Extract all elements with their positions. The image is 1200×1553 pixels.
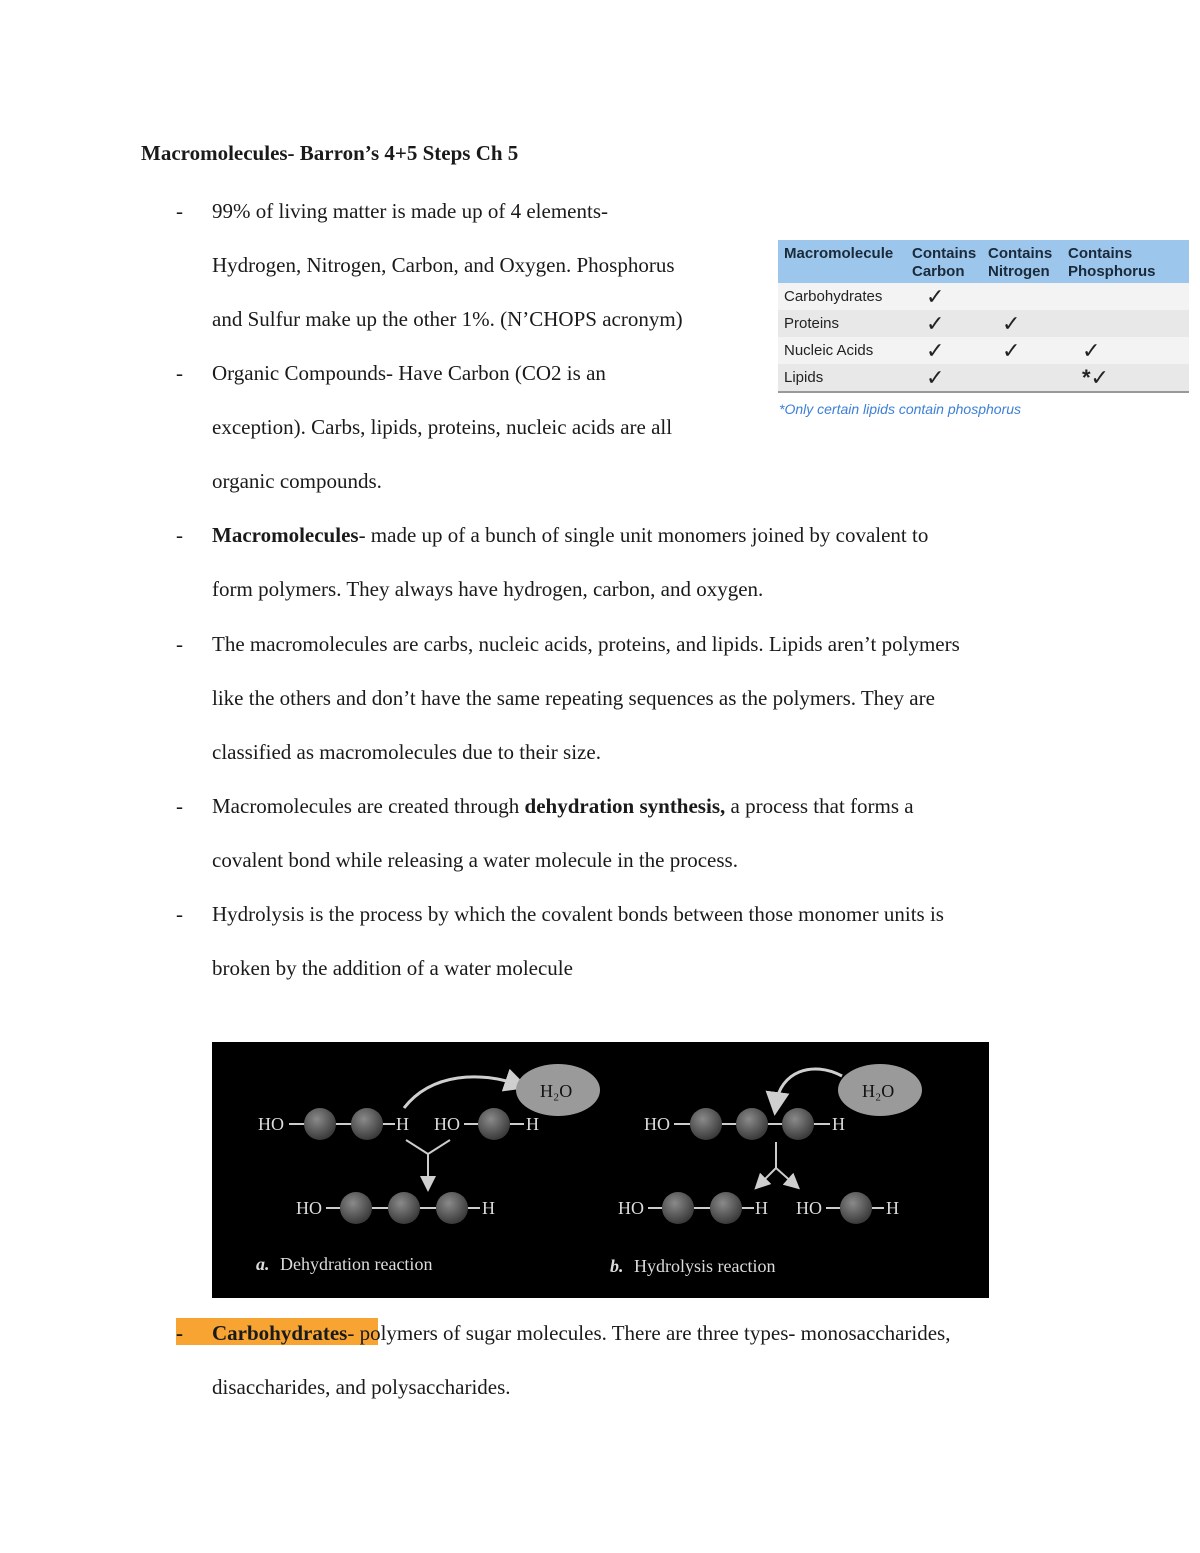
text-line: exception). Carbs, lipids, proteins, nucleic acids are all — [212, 415, 673, 439]
reaction-figure — [212, 1042, 989, 1298]
table-row — [778, 283, 1189, 310]
bullet-dash: - — [176, 523, 183, 547]
table-header: Macromolecule — [778, 240, 906, 283]
row-label: Nucleic Acids — [778, 337, 906, 364]
h-label: H — [886, 1198, 899, 1218]
monomer-ball — [340, 1192, 372, 1224]
ho-label: HO — [618, 1198, 644, 1218]
check-icon: ✓ — [982, 310, 1062, 337]
row-label: Proteins — [778, 310, 906, 337]
table-header: Contains Phosphorus — [1062, 240, 1189, 283]
monomer-ball — [478, 1108, 510, 1140]
bullet-dash: - — [176, 902, 183, 926]
text-line: Hydrolysis is the process by which the covalent bonds between those monomer units is — [212, 902, 944, 926]
text-line: like the others and don’t have the same repeating sequences as the polymers. They are — [212, 686, 935, 710]
table-footnote: *Only certain lipids contain phosphorus — [779, 401, 1022, 417]
table-row — [778, 337, 1189, 364]
elements-table — [778, 240, 1189, 393]
text-line: form polymers. They always have hydrogen, carbon, and oxygen. — [212, 577, 764, 601]
reaction-diagram — [212, 1042, 989, 1298]
table-header: Contains Nitrogen — [982, 240, 1062, 283]
table-row — [778, 310, 1189, 337]
ho-label: HO — [644, 1114, 670, 1134]
bullet-dash: - — [176, 794, 183, 818]
ho-label: HO — [796, 1198, 822, 1218]
monomer-ball — [436, 1192, 468, 1224]
monomer-ball — [736, 1108, 768, 1140]
check-icon: ✓ — [982, 337, 1062, 364]
water-label: H₂O — [862, 1081, 895, 1101]
check-icon: ✓ — [906, 337, 982, 364]
text-line: 99% of living matter is made up of 4 elements- — [212, 199, 608, 223]
check-icon: ✓ — [1062, 337, 1189, 364]
h-label: H — [482, 1198, 495, 1218]
table-header: Contains Carbon — [906, 240, 982, 283]
bullet-dash: - — [176, 199, 183, 223]
check-icon: ✓ — [906, 310, 982, 337]
check-icon — [1062, 283, 1189, 310]
h-label: H — [832, 1114, 845, 1134]
monomer-ball — [840, 1192, 872, 1224]
text-line: organic compounds. — [212, 469, 382, 493]
text-line: classified as macromolecules due to their size. — [212, 740, 601, 764]
monomer-ball — [351, 1108, 383, 1140]
text-line: The macromolecules are carbs, nucleic acids, proteins, and lipids. Lipids aren’t polymers — [212, 632, 960, 656]
monomer-ball — [690, 1108, 722, 1140]
text-line: Carbohydrates- polymers of sugar molecules. There are three types- monosaccharides, — [212, 1321, 951, 1345]
row-label: Carbohydrates — [778, 283, 906, 310]
monomer-ball — [388, 1192, 420, 1224]
bold-term: Carbohydrates — [212, 1321, 348, 1345]
check-icon: ✓ — [906, 364, 982, 392]
monomer-ball — [710, 1192, 742, 1224]
check-icon: ✓ — [906, 283, 982, 310]
text-line: Hydrogen, Nitrogen, Carbon, and Oxygen. Phosphorus — [212, 253, 675, 277]
check-icon — [982, 283, 1062, 310]
text-line: Macromolecules- made up of a bunch of single unit monomers joined by covalent to — [212, 523, 929, 547]
caption: Hydrolysis reaction — [634, 1256, 776, 1276]
check-icon: *✓ — [1062, 364, 1189, 392]
bullet-dash: - — [176, 632, 183, 656]
caption: Dehydration reaction — [280, 1254, 433, 1274]
h-label: H — [396, 1114, 409, 1134]
text-line: Organic Compounds- Have Carbon (CO2 is an — [212, 361, 606, 385]
bold-term: dehydration synthesis, — [524, 794, 726, 818]
panel-label: b. — [610, 1256, 624, 1276]
bold-term: Macromolecules — [212, 523, 359, 547]
text-line: covalent bond while releasing a water molecule in the process. — [212, 848, 738, 872]
text-line: disaccharides, and polysaccharides. — [212, 1375, 511, 1399]
check-icon — [1062, 310, 1189, 337]
bullet-dash: - — [176, 361, 183, 385]
row-label: Lipids — [778, 364, 906, 392]
monomer-ball — [782, 1108, 814, 1140]
ho-label: HO — [296, 1198, 322, 1218]
table-row — [778, 364, 1189, 392]
page-title: Macromolecules- Barron’s 4+5 Steps Ch 5 — [141, 141, 519, 165]
bullet-dash: - — [176, 1321, 183, 1345]
text-line: broken by the addition of a water molecule — [212, 956, 573, 980]
h-label: H — [526, 1114, 539, 1134]
text-line: Macromolecules are created through dehydration synthesis, a process that forms a — [212, 794, 914, 818]
text-line: and Sulfur make up the other 1%. (N’CHOPS acronym) — [212, 307, 683, 331]
ho-label: HO — [434, 1114, 460, 1134]
water-label: H₂O — [540, 1081, 573, 1101]
monomer-ball — [304, 1108, 336, 1140]
monomer-ball — [662, 1192, 694, 1224]
check-icon — [982, 364, 1062, 392]
h-label: H — [755, 1198, 768, 1218]
ho-label: HO — [258, 1114, 284, 1134]
panel-label: a. — [256, 1254, 270, 1274]
